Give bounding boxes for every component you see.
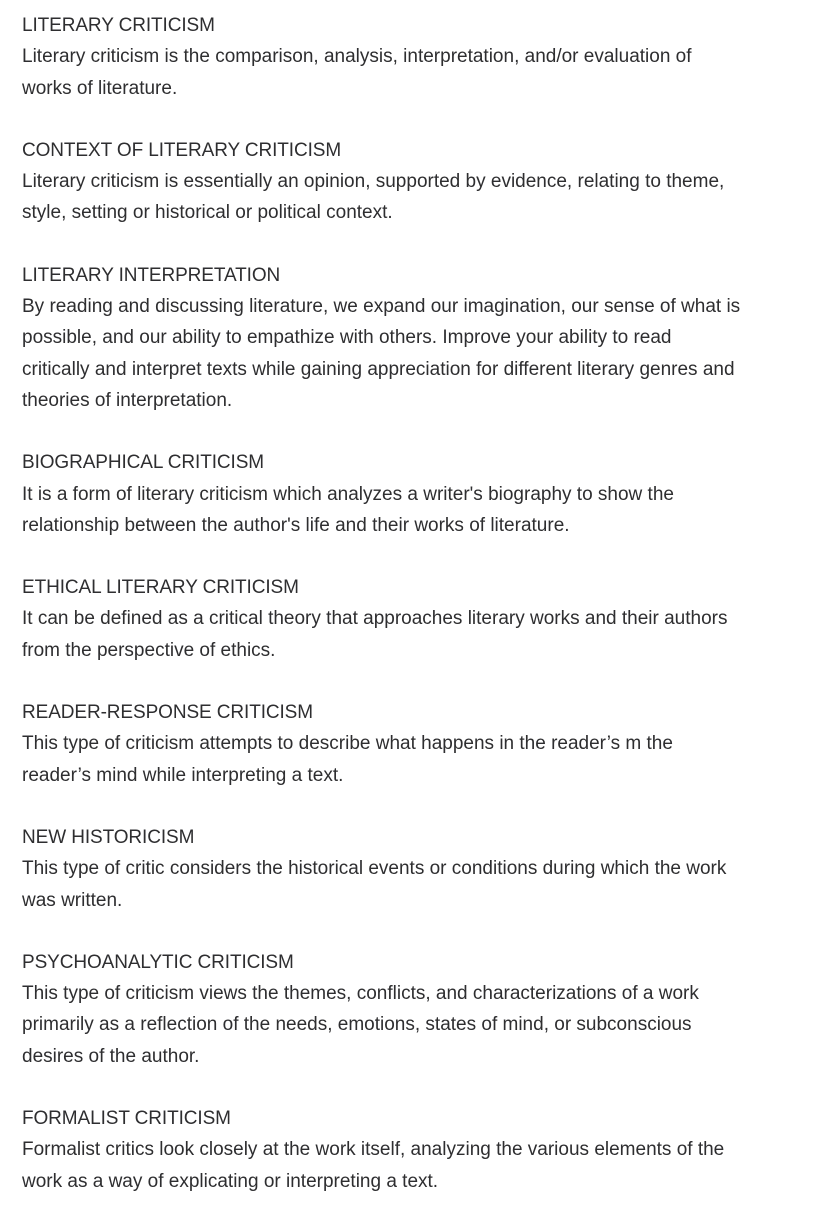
section-heading: ETHICAL LITERARY CRITICISM [22, 577, 299, 599]
section-new-historicism [22, 822, 818, 916]
section-reader-response-criticism [22, 697, 818, 791]
section-text: Formalist critics look closely at the work itself, analyzing the various elements of the work as a way of explicating or interpreting a text. [22, 1139, 725, 1192]
section-heading: READER-RESPONSE CRITICISM [22, 702, 313, 724]
section-psychoanalytic-criticism [22, 947, 818, 1072]
section-literary-interpretation [22, 260, 818, 416]
section-context-of-literary-criticism [22, 135, 818, 229]
section-text: This type of criticism views the themes, conflicts, and characterizations of a work primarily as a reflection of the needs, emotions, states of mind, or subconscious desires of the author. [22, 983, 699, 1067]
section-text: It can be defined as a critical theory that approaches literary works and their authors from the perspective of ethics. [22, 608, 728, 661]
section-heading: PSYCHOANALYTIC CRITICISM [22, 951, 294, 973]
section-text: This type of critic considers the historical events or conditions during which the work was written. [22, 858, 727, 911]
section-heading: BIOGRAPHICAL CRITICISM [22, 452, 265, 474]
section-heading: NEW HISTORICISM [22, 826, 195, 848]
section-heading: CONTEXT OF LITERARY CRITICISM [22, 139, 342, 161]
section-text: By reading and discussing literature, we expand our imagination, our sense of what is possible, and our ability to empathize with others. Improve your ability to read critically and interpret texts while gaining appreciation for different literary genres and theories of interpretation. [22, 296, 741, 411]
section-heading: LITERARY INTERPRETATION [22, 264, 281, 286]
section-literary-criticism [22, 10, 818, 104]
section-formalist-criticism [22, 1103, 818, 1197]
section-biographical-criticism [22, 447, 818, 541]
section-ethical-literary-criticism [22, 572, 818, 666]
section-text: Literary criticism is the comparison, analysis, interpretation, and/or evaluation of works of literature. [22, 46, 692, 99]
section-text: Literary criticism is essentially an opinion, supported by evidence, relating to theme, style, setting or historical or political context. [22, 171, 725, 224]
section-heading: LITERARY CRITICISM [22, 15, 215, 36]
document-body [22, 10, 818, 1228]
section-text: It is a form of literary criticism which analyzes a writer's biography to show the relationship between the author's life and their works of literature. [22, 483, 674, 536]
section-text: This type of criticism attempts to describe what happens in the reader’s m the reader’s mind while interpreting a text. [22, 733, 673, 786]
section-heading: FORMALIST CRITICISM [22, 1108, 231, 1130]
